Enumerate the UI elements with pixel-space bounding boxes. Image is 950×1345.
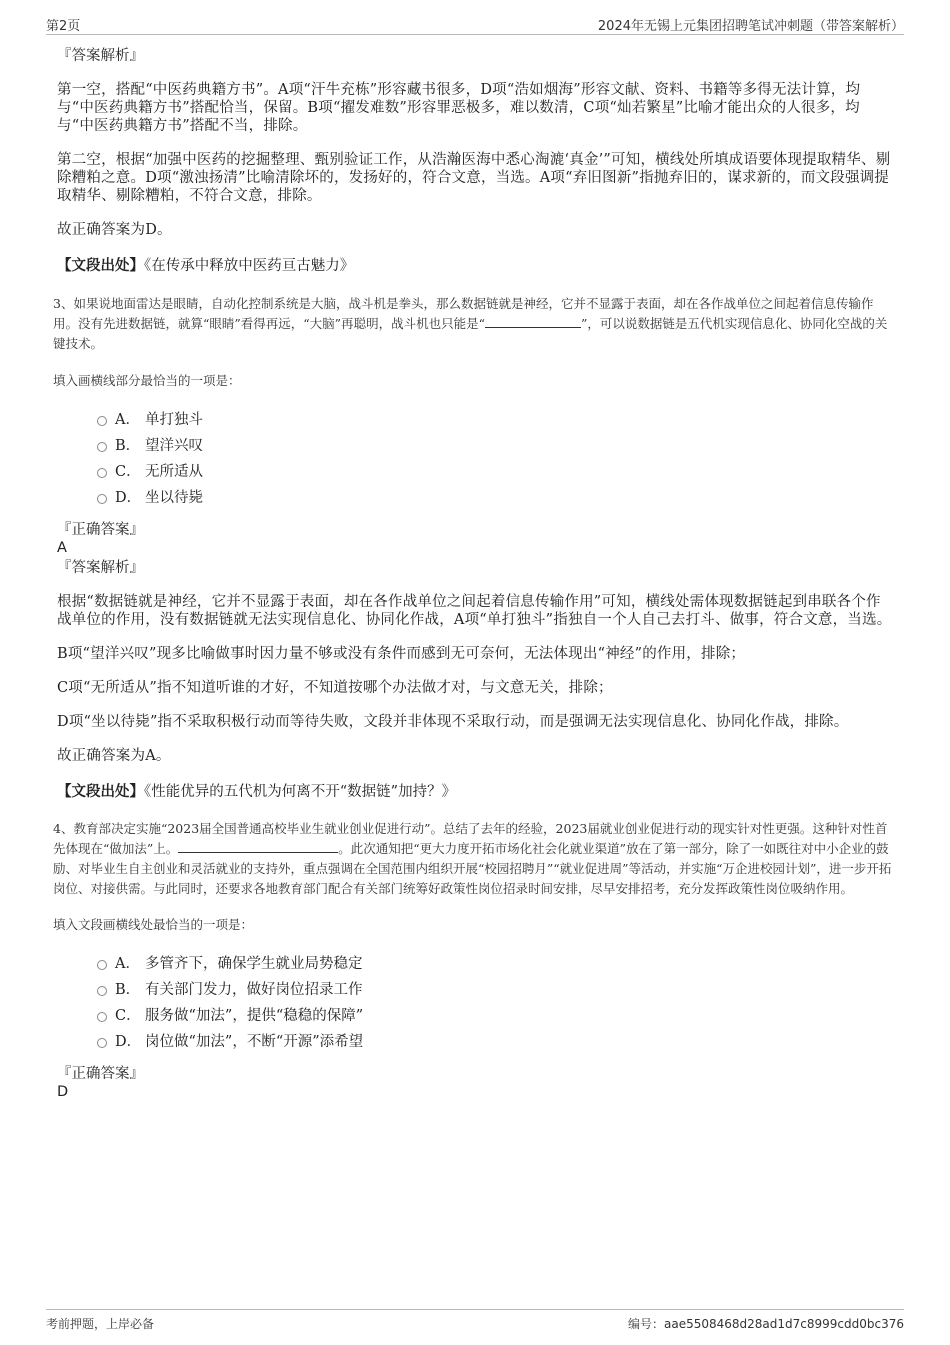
option-b[interactable] xyxy=(97,433,893,459)
source-label: 【文段出处】 xyxy=(57,783,144,800)
code-value: aae5508468d28ad1d7c8999cdd0bc376 xyxy=(664,1317,904,1331)
page-number: 第2页 xyxy=(46,19,81,34)
code-label: 编号： xyxy=(627,1317,664,1331)
correct-answer: A xyxy=(57,540,67,556)
option-letter: D． xyxy=(115,1034,142,1050)
source-title: 《性能优异的五代机为何离不开“数据链”加持？》 xyxy=(144,784,457,800)
document-code xyxy=(628,1315,904,1332)
analysis-paragraph: 第二空，根据“加强中医药的挖掘整理、甄别验证工作，从浩瀚医海中悉心淘漉‘真金’”可知，横线处所填成语要体现提取精华、剔除糟粕之意。D项“激浊扬清”比喻清除坏的，发扬好的，符合文意，当选。A项“弃旧图新”指抛弃旧的，谋求新的，而文段强调提取精华、剔除糟粕，不符合文意，排除。 xyxy=(57,152,891,204)
radio-icon[interactable] xyxy=(97,442,107,452)
radio-icon[interactable] xyxy=(97,1038,107,1048)
analysis-tag: 『答案解析』 xyxy=(57,560,144,576)
options-list xyxy=(97,951,893,1055)
question-text-part: 4、教育部决定实施“2023届全国普通高校毕业生就业创业促进行动”。总结了去年的经验，2023届就业创业促进行动的现实针对性更强。这种针对性首先体现在“做加法”上。 xyxy=(53,821,888,856)
option-letter: D． xyxy=(115,490,142,506)
option-letter: B． xyxy=(115,982,141,998)
page-content xyxy=(53,45,893,1101)
correct-answer-tag: 『正确答案』 xyxy=(57,522,144,538)
question-text-part: 3、如果说地面雷达是眼睛，自动化控制系统是大脑，战斗机是拳头，那么数据链就是神经，它并不显露于表面，却在各作战单位之间起着信息传输作用。没有先进数据链，就算“眼睛”看得再远，“大脑”再聪明，战斗机也只能是“ xyxy=(53,296,874,331)
option-text: 多管齐下，确保学生就业局势稳定 xyxy=(145,956,363,972)
page-footer xyxy=(46,1309,904,1334)
option-text: 单打独斗 xyxy=(145,412,203,428)
analysis-paragraph: C项“无所适从”指不知道听谁的才好，不知道按哪个办法做才对，与文意无关，排除； xyxy=(57,680,613,696)
option-letter: B． xyxy=(115,438,141,454)
question-instruction: 填入画横线部分最恰当的一项是： xyxy=(53,373,241,388)
option-letter: A． xyxy=(115,956,140,972)
question-4-text xyxy=(53,819,893,899)
option-text: 岗位做“加法”，不断“开源”添希望 xyxy=(145,1034,364,1050)
radio-icon[interactable] xyxy=(97,468,107,478)
options-list xyxy=(97,407,893,511)
question-text-part: 。此次通知把“更大力度开拓市场化社会化就业渠道”放在了第一部分，除了一如既往对中小企业的鼓励、对毕业生自主创业和灵活就业的支持外，重点强调在全国范围内组织开展“校园招聘月”“就业促进周”等活动，并实施“万企进校园计划”，进一步开拓岗位、对接供需。与此同时，还要求各地教育部门配合有关部门统筹好政策性岗位招录时间安排，尽早安排招考，充分发挥政策性岗位吸纳作用。 xyxy=(53,841,892,896)
source-label: 【文段出处】 xyxy=(57,257,144,274)
analysis-paragraph: B项“望洋兴叹”现多比喻做事时因力量不够或没有条件而感到无可奈何，无法体现出“神经”的作用，排除； xyxy=(57,646,746,662)
option-letter: C． xyxy=(115,1008,141,1024)
question-instruction: 填入文段画横线处最恰当的一项是： xyxy=(53,917,254,932)
option-c[interactable] xyxy=(97,1003,893,1029)
option-letter: A． xyxy=(115,412,140,428)
analysis-paragraph: 第一空，搭配“中医药典籍方书”。A项“汗牛充栋”形容藏书很多，D项“浩如烟海”形容文献、资料、书籍等多得无法计算，均与“中医药典籍方书”搭配恰当，保留。B项“擢发难数”形容罪恶极多，难以数清，C项“灿若繁星”比喻才能出众的人很多，均与“中医药典籍方书”搭配不当，排除。 xyxy=(57,82,861,134)
source-citation xyxy=(57,257,893,275)
option-text: 有关部门发力，做好岗位招录工作 xyxy=(145,982,363,998)
option-b[interactable] xyxy=(97,977,893,1003)
option-d[interactable] xyxy=(97,485,893,511)
option-text: 坐以待毙 xyxy=(145,490,203,506)
option-letter: C． xyxy=(115,464,141,480)
correct-answer: D xyxy=(57,1084,69,1100)
option-d[interactable] xyxy=(97,1029,893,1055)
footer-slogan: 考前押题，上岸必备 xyxy=(46,1317,155,1331)
radio-icon[interactable] xyxy=(97,416,107,426)
answer-blank xyxy=(485,314,581,328)
analysis-paragraph: D项“坐以待毙”指不采取积极行动而等待失败，文段并非体现不采取行动，而是强调无法实现信息化、协同化作战，排除。 xyxy=(57,714,849,730)
option-a[interactable] xyxy=(97,407,893,433)
option-text: 望洋兴叹 xyxy=(145,438,203,454)
radio-icon[interactable] xyxy=(97,494,107,504)
page-header xyxy=(46,12,904,35)
conclusion-text: 故正确答案为D。 xyxy=(57,222,172,238)
analysis-paragraph: 根据“数据链就是神经，它并不显露于表面，却在各作战单位之间起着信息传输作用”可知，横线处需体现数据链起到串联各个作战单位的作用，没有数据链就无法实现信息化、协同化作战，A项“单打独斗”指独自一个人自己去打斗、做事，符合文意，当选。 xyxy=(57,594,892,628)
correct-answer-tag: 『正确答案』 xyxy=(57,1066,144,1082)
question-text-part: ”，可以说数据链是五代机实现信息化、协同化空战的关键技术。 xyxy=(53,316,888,351)
option-a[interactable] xyxy=(97,951,893,977)
radio-icon[interactable] xyxy=(97,960,107,970)
document-title: 2024年无锡上元集团招聘笔试冲刺题（带答案解析） xyxy=(597,19,904,34)
source-citation xyxy=(57,783,893,801)
option-text: 无所适从 xyxy=(145,464,203,480)
radio-icon[interactable] xyxy=(97,986,107,996)
question-3-text xyxy=(53,294,893,354)
option-text: 服务做“加法”，提供“稳稳的保障” xyxy=(145,1008,364,1024)
radio-icon[interactable] xyxy=(97,1012,107,1022)
source-title: 《在传承中释放中医药亘古魅力》 xyxy=(144,258,355,274)
conclusion-text: 故正确答案为A。 xyxy=(57,748,171,764)
option-c[interactable] xyxy=(97,459,893,485)
answer-blank xyxy=(178,839,338,853)
analysis-tag: 『答案解析』 xyxy=(57,48,144,64)
